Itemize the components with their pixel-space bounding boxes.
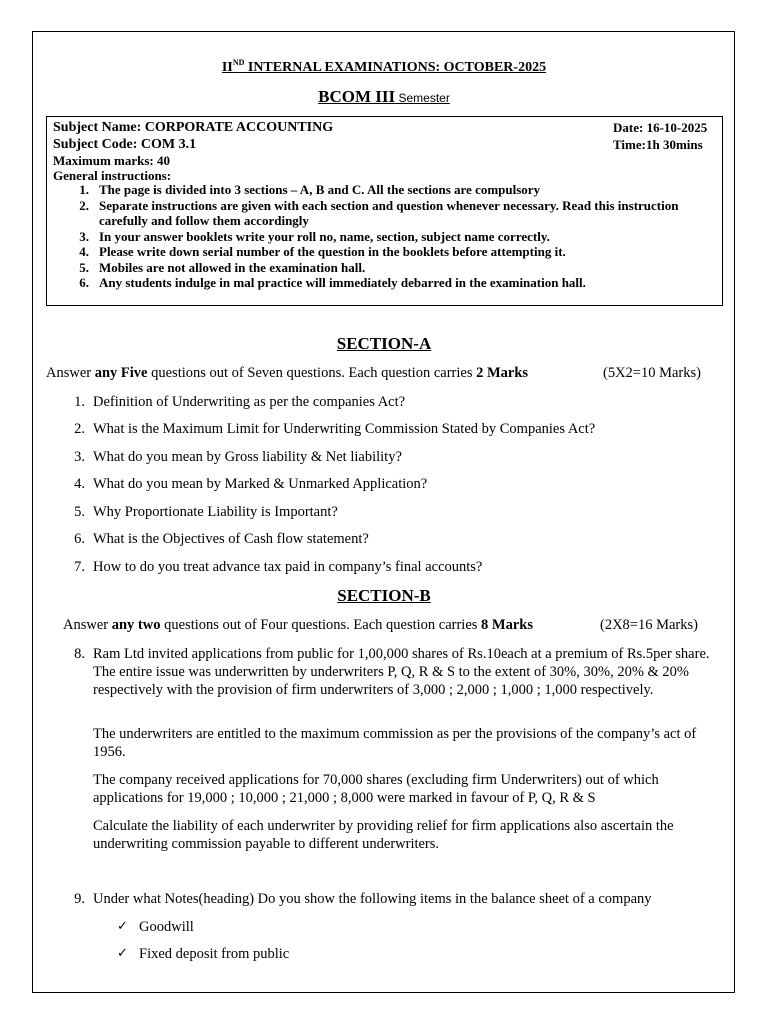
section-b-marks: (2X8=16 Marks) <box>600 617 698 633</box>
exam-title: IIND INTERNAL EXAMINATIONS: OCTOBER-2025 <box>221 58 547 75</box>
course-title <box>0 87 768 107</box>
question-8-paragraph: The company received applications for 70,000 shares (excluding firm Underwriters) out of which applications for 19,000 ; 10,000 ; 21,000 ; 8,000 were marked in favour of P, Q, R & S <box>93 772 659 806</box>
max-marks: Maximum marks: 40 <box>53 153 170 168</box>
semester-label: Semester <box>395 91 450 105</box>
section-a-note: Answer any Five questions out of Seven questions. Each question carries 2 Marks (5X2=10 Marks) <box>46 365 701 381</box>
info-row-code <box>53 137 712 153</box>
course-name: BCOM III <box>318 87 396 106</box>
checkmark-icon: ✓ <box>117 919 128 934</box>
section-b-heading: SECTION-B <box>337 586 431 605</box>
info-row-subject <box>53 120 712 136</box>
title-superscript: ND <box>232 58 245 67</box>
checkmark-icon: ✓ <box>117 946 128 961</box>
subject-name: Subject Name: CORPORATE ACCOUNTING <box>53 120 334 135</box>
exam-time: Time:1h 30mins <box>613 137 703 152</box>
question-8-paragraph: Calculate the liability of each underwriter by providing relief for firm applications also ascertain the underwriting commission payable to different underwriters. <box>93 818 674 852</box>
section-a-marks: (5X2=10 Marks) <box>603 365 701 381</box>
section-a-heading: SECTION-A <box>336 334 432 353</box>
exam-date: Date: 16-10-2025 <box>613 120 708 135</box>
subject-code: Subject Code: COM 3.1 <box>53 137 197 152</box>
section-b-note: Answer any two questions out of Four questions. Each question carries 8 Marks (2X8=16 Marks) <box>63 617 698 633</box>
general-instructions-label: General instructions: <box>53 168 172 183</box>
question-8-paragraph: The underwriters are entitled to the maximum commission as per the provisions of the company’s act of 1956. <box>93 726 697 760</box>
